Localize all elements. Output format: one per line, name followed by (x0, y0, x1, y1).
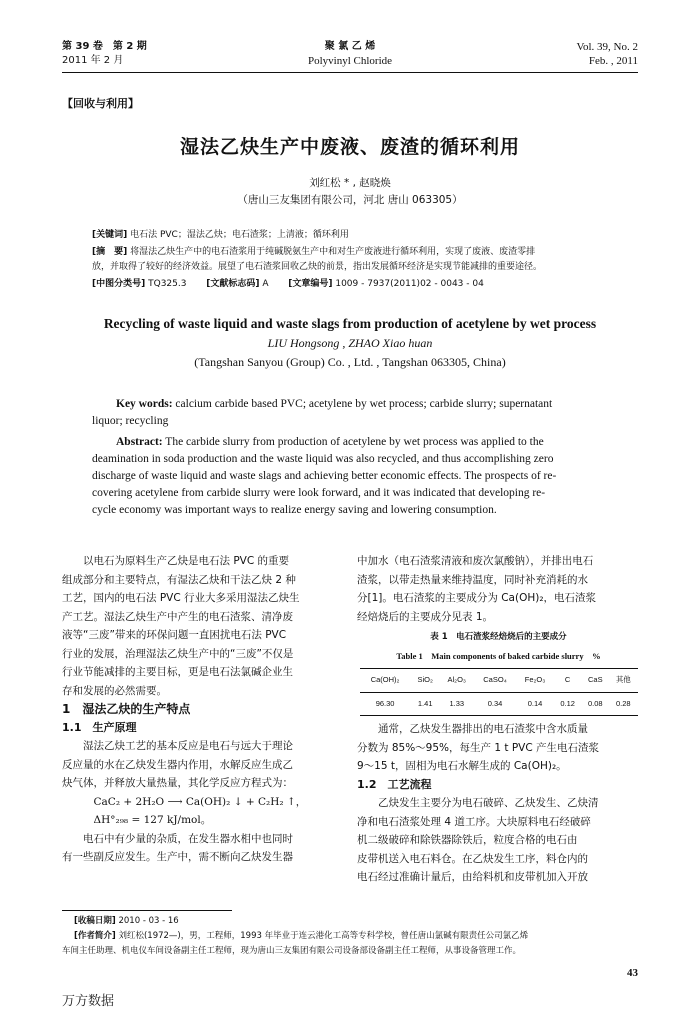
table-cell: 0.34 (474, 692, 516, 716)
keywords-en-label: Key words: (116, 398, 173, 410)
body-line: 皮带机送入电石料仓。在乙炔发生工序，料仓内的 (357, 852, 588, 865)
authors-cn: 刘红松 * , 赵晓焕 (309, 177, 391, 189)
table-header-cell: CaS (581, 669, 609, 693)
volume-issue-en: Vol. 39, No. 2 (576, 41, 638, 53)
table-header-cell: Al₂O₃ (440, 669, 474, 693)
body-line: 反应量的水在乙炔发生器内作用，水解反应生成乙 (62, 758, 293, 771)
doc-code: A (262, 279, 269, 289)
abstract-cn-line: 放，并取得了较好的经济效益。展望了电石渣浆回收乙炔的前景，指出发展循环经济是实现节能减排的重要途径。 (92, 262, 543, 272)
header-rule (62, 72, 638, 73)
body-line: 电石经过准确计量后，由给料机和皮带机加入开放 (357, 871, 588, 883)
article-title-cn: 湿法乙炔生产中废液、废渣的循环利用 (179, 136, 520, 158)
body-line: 净和电石渣浆处理 4 道工序。大块原料电石经破碎 (357, 815, 591, 828)
components-table (360, 668, 638, 716)
volume-issue-cn: 第 39 卷 第 2 期 (62, 41, 147, 52)
date-en: Feb. , 2011 (588, 55, 638, 67)
article-title-en: Recycling of waste liquid and waste slags from production of acetylene by wet process (103, 316, 597, 331)
equation-enthalpy: ΔH°₂₉₈ = 127 kJ/mol。 (93, 814, 212, 826)
abstract-en-line: The carbide slurry from production of acetylene by wet process was applied to the (165, 436, 544, 448)
body-right-column (357, 552, 640, 887)
article-id-label: [文章编号] (288, 279, 333, 289)
received-date: 2010 - 03 - 16 (118, 916, 179, 926)
body-line: 存和发展的必然需要。 (62, 684, 167, 697)
abstract-en-line: deamination in soda production and the waste liquid was also recycled, and thus accomplishing zero (92, 453, 554, 465)
keywords-cn (92, 228, 632, 243)
table-cell: 0.14 (516, 692, 554, 716)
keywords-cn-label: [关键词] (92, 230, 128, 240)
clc-label: [中图分类号] (92, 279, 146, 289)
body-line: 电石中有少量的杂质，在发生器水相中也同时 (83, 832, 293, 845)
body-line: 工艺，国内的电石法 PVC 行业大多采用湿法乙炔生 (62, 592, 300, 604)
abstract-en-line: discharge of waste liquid and waste slags and achieving better economic effects. The prospects of re- (92, 470, 557, 482)
table-caption-en: Table 1 Main components of baked carbide slurry % (396, 650, 601, 661)
clc-number: TQ325.3 (148, 279, 187, 289)
body-line: 经焙烧后的主要成分见表 1。 (357, 610, 494, 623)
keywords-en (92, 396, 612, 430)
footnote-rule (62, 910, 232, 911)
abstract-cn-label: [摘 要] (92, 247, 128, 257)
body-left-column (62, 552, 345, 867)
section-tag: 【回收与利用】 (62, 97, 139, 110)
section-heading-1: 1 湿法乙炔的生产特点 (62, 702, 191, 716)
article-id: 1009 - 7937(2011)02 - 0043 - 04 (335, 279, 484, 289)
abstract-cn (92, 245, 637, 275)
author-bio-label: [作者简介] (74, 931, 116, 941)
table-row (360, 692, 638, 716)
section-heading-1-2: 1.2 工艺流程 (357, 777, 432, 791)
received-label: [收稿日期] (74, 916, 116, 926)
table-caption-cn: 表 1 电石渣浆经焙烧后的主要成分 (430, 632, 567, 642)
authors-en: LIU Hongsong , ZHAO Xiao huan (267, 336, 433, 350)
journal-name-en: Polyvinyl Chloride (307, 55, 393, 67)
body-line: 组成部分和主要特点，有湿法乙炔和干法乙炔 2 种 (62, 573, 296, 586)
table-cell: 1.33 (440, 692, 474, 716)
table-cell: 1.41 (411, 692, 440, 716)
table-header-cell: CaSO₄ (474, 669, 516, 693)
body-line: 通常，乙炔发生器排出的电石渣浆中含水质量 (378, 723, 588, 735)
table-cell: 96.30 (360, 692, 411, 716)
keywords-cn-text: 电石法 PVC；湿法乙炔；电石渣浆；上清液；循环利用 (130, 230, 349, 240)
page-number: 43 (627, 967, 638, 979)
body-line: 液等“三废”带来的环保问题一直困扰电石法 PVC (62, 629, 287, 641)
body-line: 渣浆，以带走热量来维持温度，同时补充消耗的水 (357, 573, 588, 586)
author-bio-line: 车间主任助理、机电仪车间设备副主任工程师，现为唐山三友集团有限公司设备部设备副主任工程师，从事设备管理工作。 (62, 946, 522, 956)
affiliation-cn: （唐山三友集团有限公司，河北 唐山 063305） (237, 194, 463, 206)
table-header-cell: C (554, 669, 582, 693)
abstract-en (92, 434, 612, 519)
affiliation-en: (Tangshan Sanyou (Group) Co. , Ltd. , Tangshan 063305, China) (194, 355, 506, 369)
table-header-row (360, 669, 638, 693)
author-bio-line: 刘红松(1972—)，男，工程师，1993 年毕业于连云港化工高等专科学校，曾任唐山氯碱有限责任公司氯乙烯 (118, 931, 529, 941)
table-header-cell: Fe₂O₃ (516, 669, 554, 693)
keywords-en-line: liquor; recycling (92, 415, 169, 427)
journal-name-cn: 聚 氯 乙 烯 (324, 41, 376, 52)
abstract-en-line: cycle economy was important ways to realize energy saving and lowering consumption. (92, 504, 497, 516)
date-cn: 2011 年 2 月 (62, 55, 124, 66)
classification-line (92, 277, 632, 292)
body-line: 产工艺。湿法乙炔生产中产生的电石渣浆、清净废 (62, 610, 293, 623)
footnote (62, 914, 642, 959)
body-line: 9～15 t，固相为电石水解生成的 Ca(OH)₂。 (357, 760, 567, 772)
header-right (576, 40, 638, 68)
abstract-en-label: Abstract: (116, 436, 163, 448)
body-line: 分[1]。电石渣浆的主要成分为 Ca(OH)₂，电石渣浆 (357, 592, 597, 604)
body-line: 行业的发展，治理湿法乙炔生产中的“三废”不仅是 (62, 647, 294, 660)
watermark-text: 万方数据 (62, 994, 115, 1009)
table-header-cell: 其他 (609, 669, 637, 693)
table-cell: 0.12 (554, 692, 582, 716)
body-line: 湿法乙炔工艺的基本反应是电石与远大于理论 (83, 740, 293, 752)
doc-code-label: [文献标志码] (206, 279, 260, 289)
body-line: 行业节能减排的主要目标，更是电石法氯碱企业生 (62, 666, 293, 678)
section-heading-1-1: 1.1 生产原理 (62, 720, 137, 734)
table-header-cell: SiO₂ (411, 669, 440, 693)
body-line: 中加水（电石渣浆清液和废次氯酸钠），并排出电石 (357, 555, 594, 567)
body-line: 炔气体，并释放大量热量，其化学反应方程式为： (62, 777, 293, 789)
table-header-cell: Ca(OH)₂ (360, 669, 411, 693)
body-line: 乙炔发生主要分为电石破碎、乙炔发生、乙炔清 (378, 797, 599, 809)
abstract-cn-line: 将湿法乙炔生产中的电石渣浆用于纯碱脱氨生产中和对生产废液进行循环利用，实现了废液、废渣零排 (130, 247, 536, 257)
body-line: 分数为 85%～95%，每生产 1 t PVC 产生电石渣浆 (357, 741, 600, 754)
body-line: 以电石为原料生产乙炔是电石法 PVC 的重要 (83, 555, 290, 567)
table-cell: 0.08 (581, 692, 609, 716)
table-cell: 0.28 (609, 692, 637, 716)
equation-reaction: CaC₂ + 2H₂O ⟶ Ca(OH)₂ ↓ + C₂H₂ ↑， (93, 795, 307, 808)
keywords-en-line: calcium carbide based PVC; acetylene by wet process; carbide slurry; supernatant (175, 398, 553, 410)
body-line: 机二级破碎和除铁器除铁后，粒度合格的电石由 (357, 834, 578, 846)
body-line: 有一些副反应发生。生产中，需不断向乙炔发生器 (62, 851, 293, 863)
abstract-en-line: covering acetylene from carbide slurry were look forward, and it was indicated that developing re- (92, 487, 546, 499)
